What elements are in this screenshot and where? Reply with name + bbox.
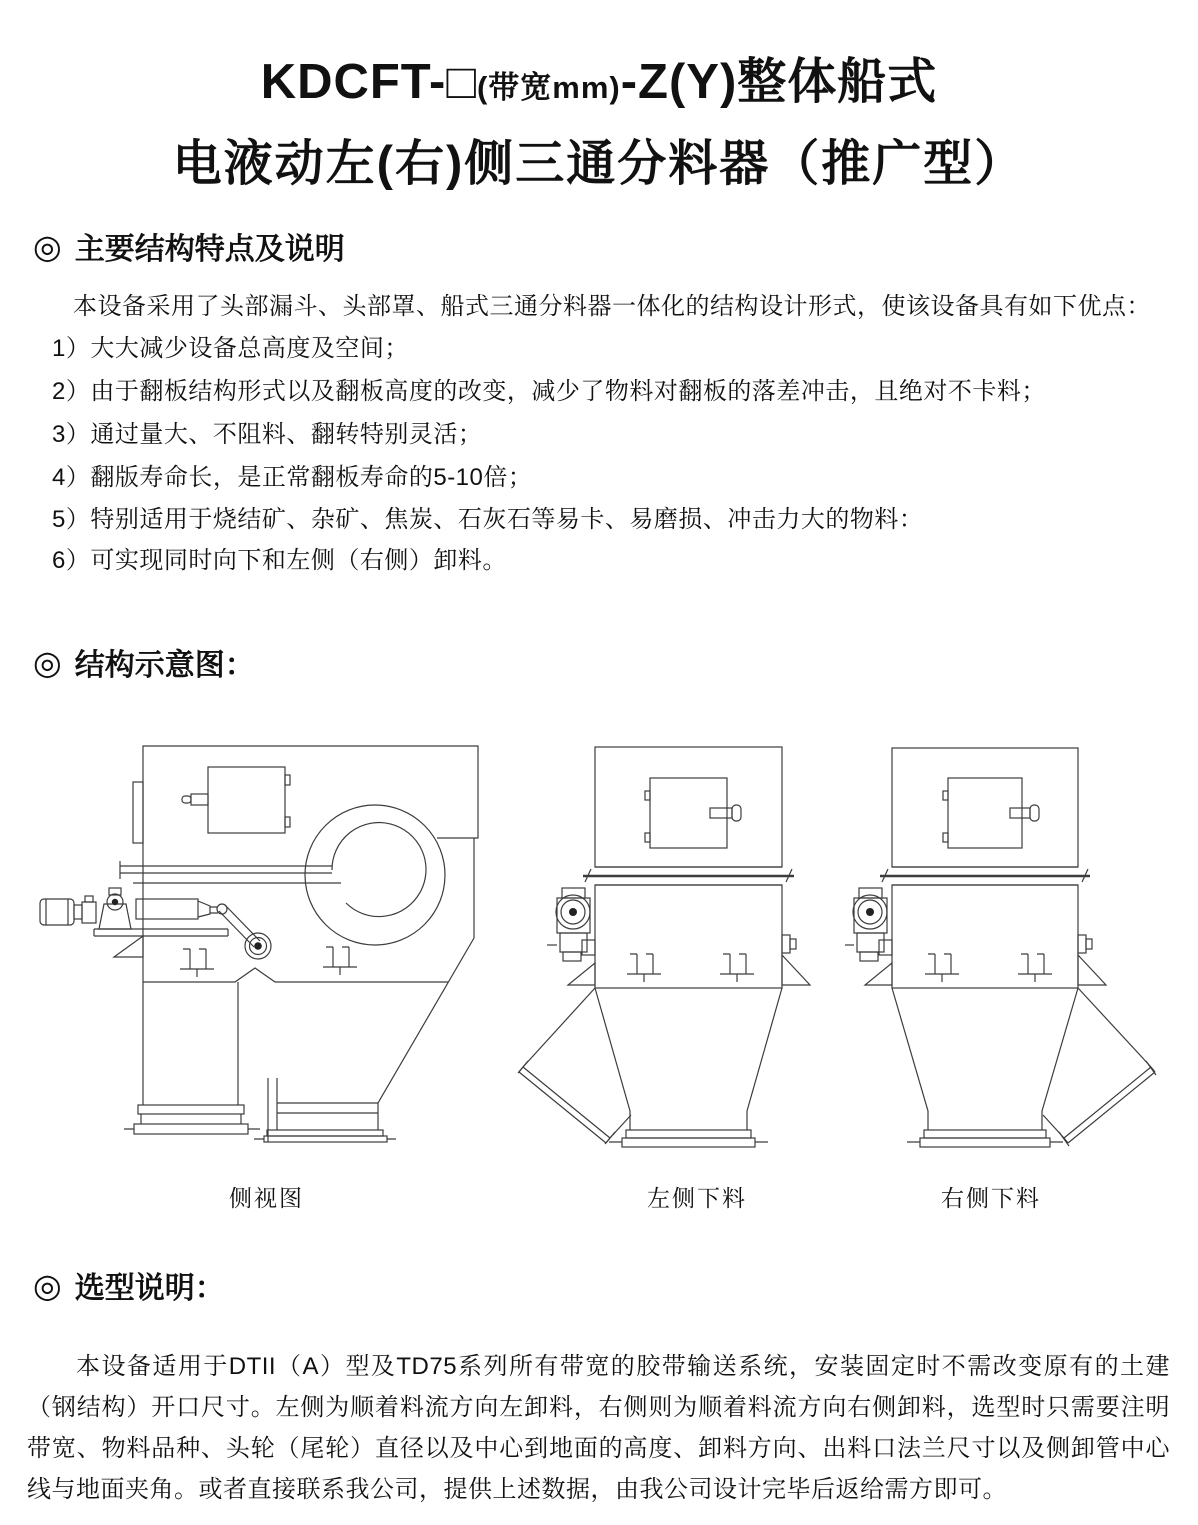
features-intro: 本设备采用了头部漏斗、头部罩、船式三通分料器一体化的结构设计形式，使该设备具有如下优点： bbox=[73, 293, 1151, 320]
side-view-diagram bbox=[38, 733, 508, 1153]
feature-item: 1）大大减少设备总高度及空间； bbox=[52, 335, 409, 362]
side-view-drawing bbox=[38, 733, 508, 1153]
section-heading-features bbox=[33, 224, 345, 268]
left-discharge-diagram bbox=[505, 738, 845, 1150]
bullseye-bullet-icon: ◎ bbox=[33, 1266, 62, 1304]
diagram-label-side-view: 侧视图 bbox=[229, 1185, 304, 1211]
left-discharge-drawing bbox=[505, 738, 845, 1150]
feature-item: 5）特别适用于烧结矿、杂矿、焦炭、石灰石等易卡、易磨损、冲击力大的物料： bbox=[52, 506, 924, 533]
diagram-label-left-discharge: 左侧下料 bbox=[647, 1185, 747, 1211]
section-heading-selection-text: 选型说明： bbox=[74, 1272, 225, 1305]
section-heading-diagram bbox=[33, 640, 255, 684]
section-heading-features-text: 主要结构特点及说明 bbox=[74, 233, 345, 266]
feature-item: 6）可实现同时向下和左侧（右侧）卸料。 bbox=[52, 547, 507, 574]
bullseye-bullet-icon: ◎ bbox=[33, 227, 62, 265]
document-title bbox=[0, 52, 1198, 194]
right-discharge-diagram bbox=[845, 738, 1185, 1150]
feature-item: 3）通过量大、不阻料、翻转特别灵活； bbox=[52, 421, 483, 448]
bullseye-bullet-icon: ◎ bbox=[33, 643, 62, 681]
title-bandwidth-note: (带宽mm) bbox=[476, 70, 621, 105]
feature-item: 2）由于翻板结构形式以及翻板高度的改变，减少了物料对翻板的落差冲击，且绝对不卡料； bbox=[52, 378, 1046, 405]
diagram-label-right-discharge: 右侧下料 bbox=[941, 1185, 1041, 1211]
section-heading-selection bbox=[33, 1263, 225, 1307]
right-discharge-drawing bbox=[845, 738, 1185, 1150]
feature-item: 4）翻版寿命长，是正常翻板寿命的5-10倍； bbox=[52, 464, 533, 491]
section-heading-diagram-text: 结构示意图： bbox=[74, 649, 255, 682]
selection-paragraph: 本设备适用于DTII（A）型及TD75系列所有带宽的胶带输送系统，安装固定时不需改变原有的土建（钢结构）开口尺寸。左侧为顺着料流方向左卸料，右侧则为顺着料流方向右侧卸料，选型时只需要注明带宽、物料品种、头轮（尾轮）直径以及中心到地面的高度、卸料方向、出料口法兰尺寸以及侧卸管中心线与地面夹角。或者直接联系我公司，提供上述数据，由我公司设计完毕后返给需方即可。 bbox=[27, 1353, 1170, 1503]
title-line-1 bbox=[0, 52, 1198, 118]
title-model-code: KDCFT-□ bbox=[260, 55, 477, 109]
title-line-2: 电液动左(右)侧三通分料器（推广型） bbox=[172, 137, 1026, 191]
title-type-suffix: -Z(Y)整体船式 bbox=[620, 55, 938, 109]
